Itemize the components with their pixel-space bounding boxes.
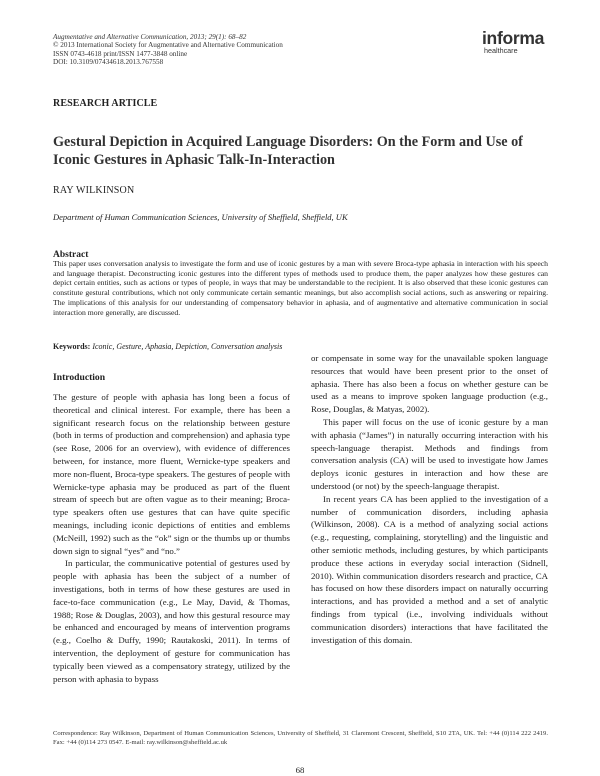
- body-paragraph: This paper will focus on the use of iconic gesture by a man with aphasia (“James”) in naturally occurring interaction with his speech-language therapist. Methods and findings from conversation analysis (CA) will be used to investigate how James deploys iconic gestures in interaction and how these are understood (or not) by the speech-language therapist.: [311, 416, 548, 491]
- author-name: RAY WILKINSON: [53, 185, 135, 196]
- journal-citation: Augmentative and Alternative Communication, 2013; 29(1): 68–82: [53, 33, 247, 41]
- body-paragraph: The gesture of people with aphasia has long been a focus of theoretical and clinical interest. For example, there has been a significant research focus on the relationship between gesture (both in terms of production and comprehension) and aphasia type (see Rose, 2006 for an overview), with evidence of differences between, for instance, more fluent, Wernicke-type speakers and more non-fluent, Broca-type speakers. The gestures of people with Wernicke-type aphasia may be produced as part of the fluent stream of speech but are often vague as to their meaning; Broca-type speakers often use gestures that can have quite specific meanings, including iconic depictions of entities and emblems (McNeill, 1992) such as the “ok” sign or the thumbs up or thumbs down sign to signal “yes” and “no.”: [53, 392, 290, 556]
- journal-metadata: [53, 33, 283, 67]
- left-column: [53, 391, 290, 685]
- right-column: [311, 352, 548, 646]
- publisher-logo: [482, 29, 544, 55]
- body-paragraph: or compensate in some way for the unavailable spoken language resources that would have been present prior to the onset of aphasia. There has also been a focus on whether gesture can be used as a means to improve spoken language production (e.g., Rose, Douglas, & Matyas, 2002).: [311, 353, 548, 415]
- abstract-heading: Abstract: [53, 250, 89, 260]
- introduction-heading: Introduction: [53, 372, 106, 383]
- issn-line: ISSN 0743-4618 print/ISSN 1477-3848 online: [53, 49, 188, 58]
- copyright-line: © 2013 International Society for Augmentative and Alternative Communication: [53, 41, 283, 50]
- article-type-label: RESEARCH ARTICLE: [53, 98, 158, 109]
- abstract-text: This paper uses conversation analysis to investigate the form and use of iconic gestures by a man with severe Broca-type aphasia in interaction with his speech and language therapist. Deconstructing iconic gestures into the different types of methods used to produce them, the paper analyzes how these gestures can depict certain entities, such as actions or types of people, in ways that may be understandable to the recipient. It is also observed that these iconic gestures can constitute gestural contributions, which not only communicate certain semantic meanings, but also accomplish social actions, such as answering or repairing. The implications of this analysis for our understanding of compensatory behavior in aphasia, and of augmentative and alternative communication in social interaction more generally, are discussed.: [53, 259, 548, 317]
- keywords-line: [53, 342, 282, 351]
- keywords-label: Keywords:: [53, 342, 91, 351]
- logo-wordmark: informa: [482, 28, 545, 48]
- author-affiliation: Department of Human Communication Sciences, University of Sheffield, Sheffield, UK: [53, 212, 348, 222]
- page-number: 68: [295, 765, 305, 775]
- doi-line: DOI: 10.3109/07434618.2013.767558: [53, 58, 164, 67]
- keywords-list: Iconic, Gesture, Aphasia, Depiction, Conversation analysis: [92, 342, 283, 351]
- article-title: Gestural Depiction in Acquired Language Disorders: On the Form and Use of Iconic Gestures in Aphasic Talk-In-Interaction: [53, 134, 523, 168]
- logo-subtitle: healthcare: [484, 46, 518, 55]
- body-paragraph: In recent years CA has been applied to the investigation of a number of communication disorders, including aphasia (Wilkinson, 2008). CA is a method of analyzing social actions (e.g., requesting, complaining, storytelling) and the linguistic and other semiotic methods, including gestures, by which participants produce these actions in everyday social interaction (Sidnell, 2010). Within communication disorders research and practice, CA has focused on how these disorders impact on naturally occurring interactions, and has provided a method and a set of analytic findings from typical (i.e., involving individuals without communication disorders) interactions that have facilitated the investigation of this domain.: [311, 493, 548, 645]
- correspondence-footnote: Correspondence: Ray Wilkinson, Department of Human Communication Sciences, University of Sheffield, 31 Claremont Crescent, Sheffield, S10 2TA, UK. Tel: +44 (0)114 222 2419. Fax: +44 (0)114 273 0547. E-mail: ray.wilkinson@sheffield.ac.uk: [53, 730, 548, 746]
- body-paragraph: In particular, the communicative potential of gestures used by people with aphasia has been the subject of a number of investigations, both in terms of how these gestures are used in face-to-face communication (e.g., Le May, David, & Thomas, 1988; Rose & Douglas, 2003), and how this gestural resource may be enhanced and encouraged by means of intervention programs (e.g., Coelho & Duffy, 1990; Rautakoski, 2011). In terms of intervention, the deployment of gesture for communication has typically been viewed as a compensatory strategy, utilized by the person with aphasia to bypass: [53, 558, 290, 684]
